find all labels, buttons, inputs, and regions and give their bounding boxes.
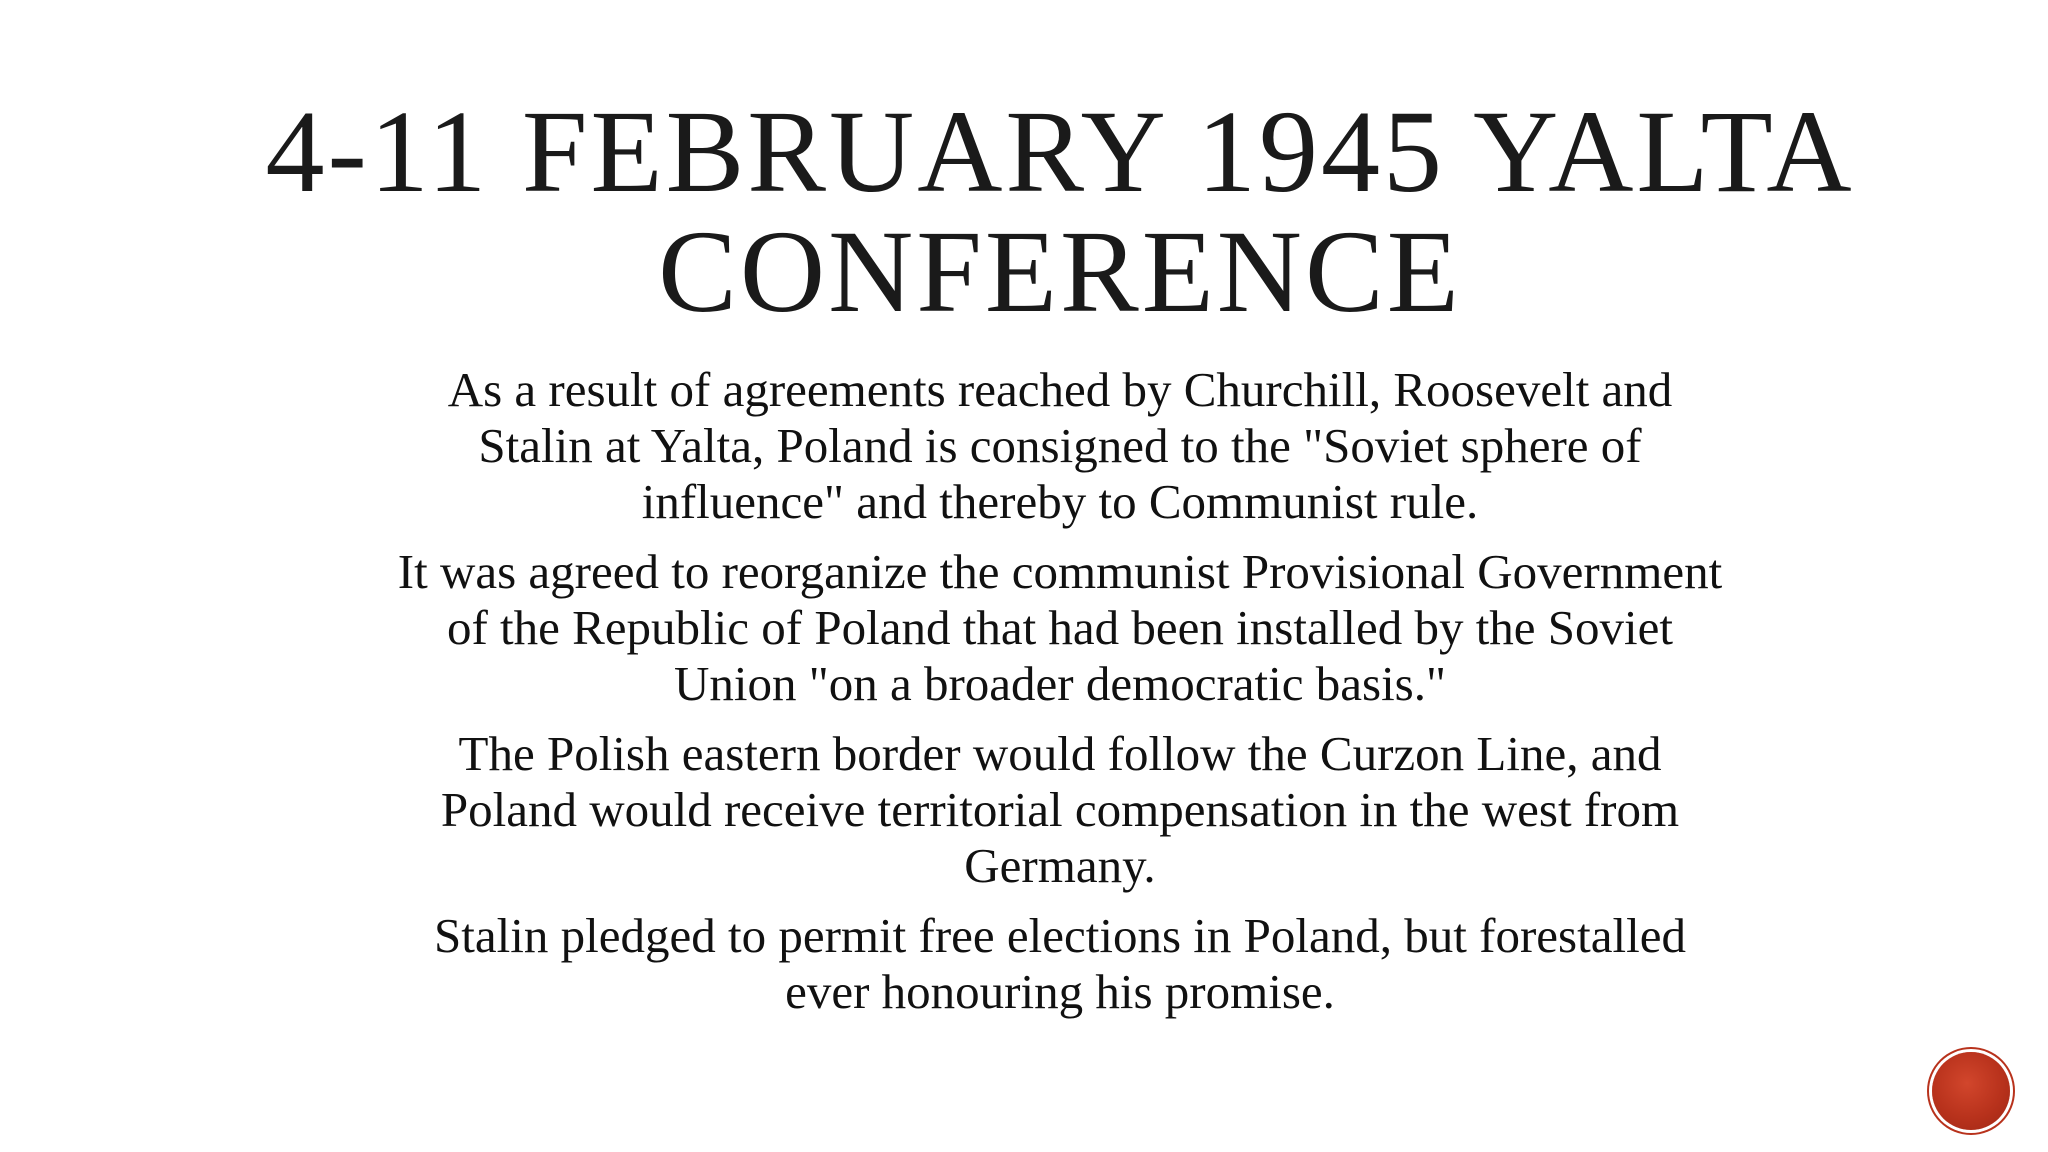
paragraph-line: As a result of agreements reached by Churchill, Roosevelt and <box>447 362 1673 417</box>
paragraph-line: Poland would receive territorial compensation in the west from <box>440 782 1680 837</box>
paragraph-eastern-border <box>200 726 1920 894</box>
paragraph-yalta-agreements <box>200 362 1920 530</box>
paragraph-line: Union "on a broader democratic basis." <box>673 656 1447 711</box>
slide-body <box>200 362 1920 1034</box>
paragraph-line: Germany. <box>964 838 1156 893</box>
paragraph-free-elections <box>200 908 1920 1020</box>
paragraph-line: of the Republic of Poland that had been installed by the Soviet <box>446 600 1674 655</box>
paragraph-line: Stalin pledged to permit free elections in Poland, but forestalled <box>434 908 1686 963</box>
red-circle-icon[interactable] <box>1932 1052 2010 1130</box>
paragraph-line: ever honouring his promise. <box>785 964 1335 1019</box>
paragraph-line: Stalin at Yalta, Poland is consigned to the "Soviet sphere of <box>478 418 1642 473</box>
paragraph-provisional-government <box>200 544 1920 712</box>
title-line-2: CONFERENCE <box>658 206 1462 337</box>
paragraph-line: influence" and thereby to Communist rule. <box>641 474 1479 529</box>
paragraph-line: It was agreed to reorganize the communist Provisional Government <box>397 544 1723 599</box>
title-line-1: 4-11 FEBRUARY 1945 YALTA <box>265 86 1855 217</box>
slide-title <box>180 86 1940 337</box>
paragraph-line: The Polish eastern border would follow the Curzon Line, and <box>458 726 1662 781</box>
